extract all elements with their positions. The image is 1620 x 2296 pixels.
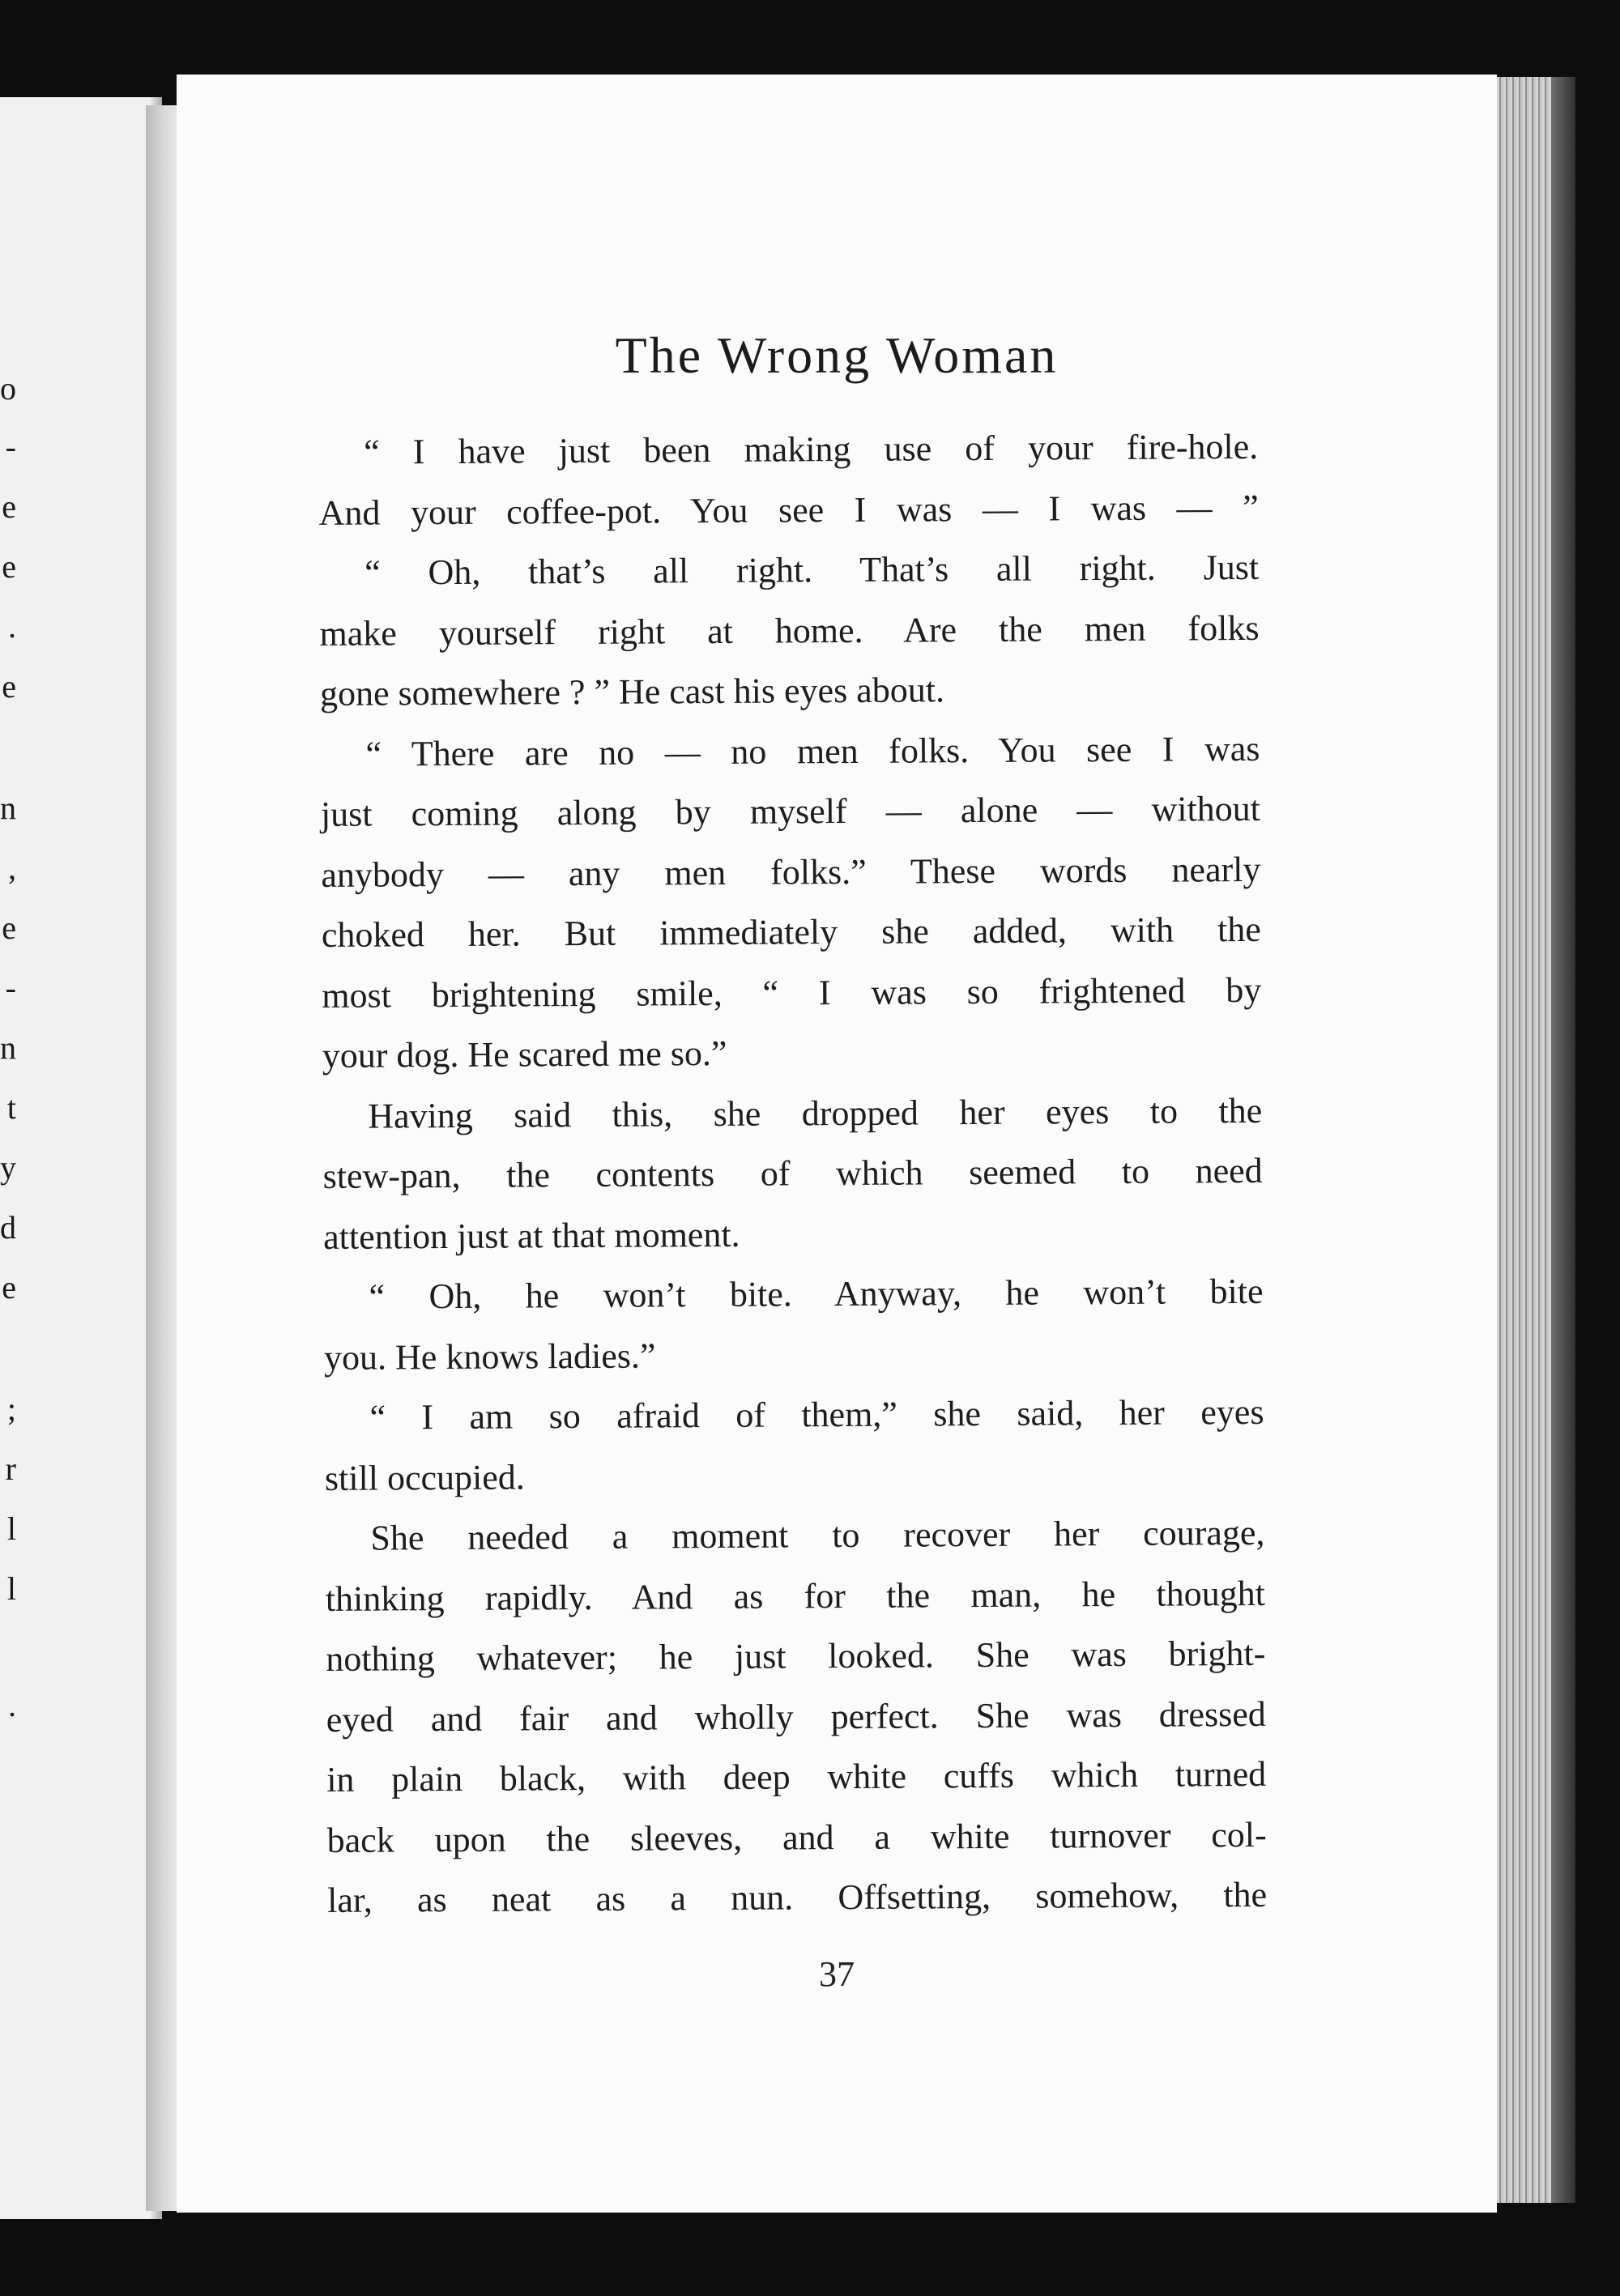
left-page-fragment: l xyxy=(6,1510,16,1547)
text-line: anybody — any men folks.” These words nearly xyxy=(321,849,1261,895)
text-line: “ There are no — no men folks. You see I was xyxy=(365,728,1260,774)
text-line: your dog. He scared me so.” xyxy=(322,1033,727,1076)
text-line: “ I have just been making use of your fire-hole. xyxy=(364,426,1259,472)
left-page-fragment: r xyxy=(5,1450,16,1487)
text-line: nothing whatever; he just looked. She was bright- xyxy=(326,1633,1266,1679)
left-page-fragment: e xyxy=(2,668,16,705)
left-page-fragment: , xyxy=(8,850,16,886)
text-line: “ Oh, he won’t bite. Anyway, he won’t bite xyxy=(369,1271,1264,1317)
left-page-fragment: ; xyxy=(6,1391,16,1427)
left-page-fragment: - xyxy=(5,428,16,465)
text-line: choked her. But immediately she added, with the xyxy=(321,909,1261,955)
text-line: back upon the sleeves, and a white turnover col- xyxy=(326,1814,1267,1860)
text-line: most brightening smile, “ I was so frightened by xyxy=(322,969,1262,1016)
left-page-fragment: e xyxy=(2,488,16,525)
text-line: thinking rapidly. And as for the man, he thought xyxy=(325,1573,1265,1619)
left-page-fragment: t xyxy=(6,1089,16,1126)
text-line: just coming along by myself — alone — without xyxy=(320,788,1261,834)
left-page-fragment: e xyxy=(2,909,16,946)
left-page-fragment: . xyxy=(8,1687,16,1723)
text-line: attention just at that moment. xyxy=(322,1214,740,1257)
text-line: make yourself right at home. Are the men folks xyxy=(319,607,1260,654)
page-stack-edge xyxy=(1490,77,1575,2203)
text-line: stew-pan, the contents of which seemed to need xyxy=(322,1150,1263,1196)
left-page-fragment: l xyxy=(6,1570,16,1607)
right-page xyxy=(177,75,1497,2213)
text-line: She needed a moment to recover her courage, xyxy=(370,1512,1265,1558)
left-page-fragment: - xyxy=(5,969,16,1006)
text-line: in plain black, with deep white cuffs which turned xyxy=(326,1753,1267,1800)
left-page xyxy=(0,97,162,2219)
text-line: you. He knows ladies.” xyxy=(323,1335,656,1378)
left-page-fragment: n xyxy=(0,790,16,826)
text-line: “ I am so afraid of them,” she said, her eyes xyxy=(369,1391,1264,1438)
text-line: “ Oh, that’s all right. That’s all right. Just xyxy=(364,547,1260,593)
left-page-fragment: n xyxy=(0,1029,16,1066)
left-page-fragment: y xyxy=(0,1149,16,1186)
text-line: gone somewhere ? ” He cast his eyes about. xyxy=(319,670,945,714)
text-line: eyed and fair and wholly perfect. She was dressed xyxy=(326,1693,1266,1740)
left-page-fragment: e xyxy=(2,548,16,585)
left-page-fragment: o xyxy=(0,370,16,407)
running-head: The Wrong Woman xyxy=(615,326,1059,384)
text-line: lar, as neat as a nun. Offsetting, somehow, the xyxy=(326,1874,1268,1920)
page-number: 37 xyxy=(819,1954,855,1994)
left-page-fragment: e xyxy=(2,1269,16,1306)
text-line: Having said this, she dropped her eyes to the xyxy=(368,1090,1263,1136)
text-line: And your coffee-pot. You see I was — I was — ” xyxy=(318,487,1259,533)
body-text xyxy=(318,417,1267,1932)
page-stack-shadow xyxy=(1551,77,1575,2203)
left-page-fragment: d xyxy=(0,1209,16,1246)
left-page-fragment: . xyxy=(8,608,16,645)
text-line: still occupied. xyxy=(324,1456,525,1498)
